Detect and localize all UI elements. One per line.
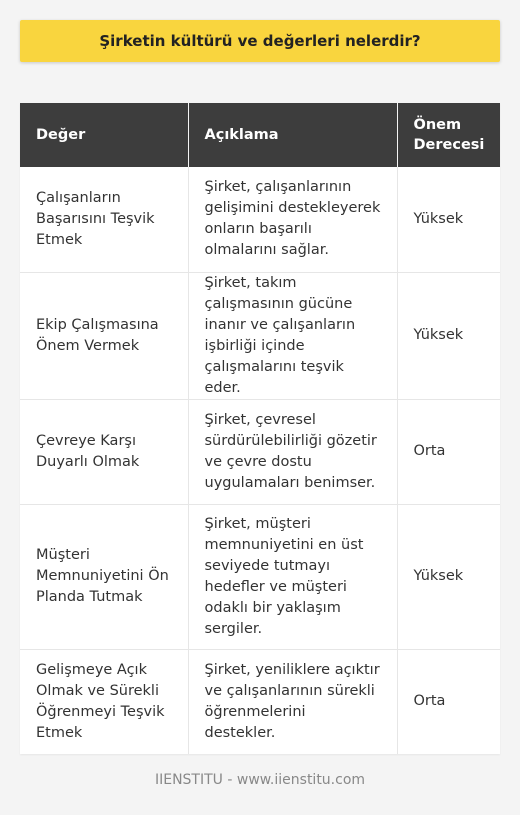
table-row xyxy=(20,504,500,649)
values-table xyxy=(20,103,500,754)
table-row xyxy=(20,272,500,399)
page-title: Şirketin kültürü ve değerleri nelerdir? xyxy=(99,32,421,50)
description-cell: Şirket, müşteri memnuniyetini en üst seviyede tutmayı hedefler ve müşteri odaklı bir yaklaşım sergiler. xyxy=(188,504,397,649)
value-cell: Ekip Çalışmasına Önem Vermek xyxy=(20,272,188,399)
value-cell: Çevreye Karşı Duyarlı Olmak xyxy=(20,399,188,504)
footer-credit: IIENSTITU - www.iienstitu.com xyxy=(154,772,366,788)
value-cell: Müşteri Memnuniyetini Ön Planda Tutmak xyxy=(20,504,188,649)
importance-cell: Orta xyxy=(397,649,500,754)
importance-cell: Yüksek xyxy=(397,167,500,272)
value-cell: Gelişmeye Açık Olmak ve Sürekli Öğrenmeyi Teşvik Etmek xyxy=(20,649,188,754)
importance-cell: Yüksek xyxy=(397,272,500,399)
description-cell: Şirket, çevresel sürdürülebilirliği gözetir ve çevre dostu uygulamaları benimser. xyxy=(188,399,397,504)
importance-cell: Yüksek xyxy=(397,504,500,649)
description-cell: Şirket, çalışanlarının gelişimini destekleyerek onların başarılı olmalarını sağlar. xyxy=(188,167,397,272)
column-header-importance: Önem Derecesi xyxy=(397,103,500,167)
description-cell: Şirket, yeniliklere açıktır ve çalışanlarının sürekli öğrenmelerini destekler. xyxy=(188,649,397,754)
page-title-banner xyxy=(20,20,500,62)
table-row xyxy=(20,649,500,754)
column-header-value: Değer xyxy=(20,103,188,167)
table-header-row xyxy=(20,103,500,167)
value-cell: Çalışanların Başarısını Teşvik Etmek xyxy=(20,167,188,272)
table-row xyxy=(20,399,500,504)
table-row xyxy=(20,167,500,272)
importance-cell: Orta xyxy=(397,399,500,504)
description-cell: Şirket, takım çalışmasının gücüne inanır ve çalışanların işbirliği içinde çalışmalarını teşvik eder. xyxy=(188,272,397,399)
column-header-description: Açıklama xyxy=(188,103,397,167)
